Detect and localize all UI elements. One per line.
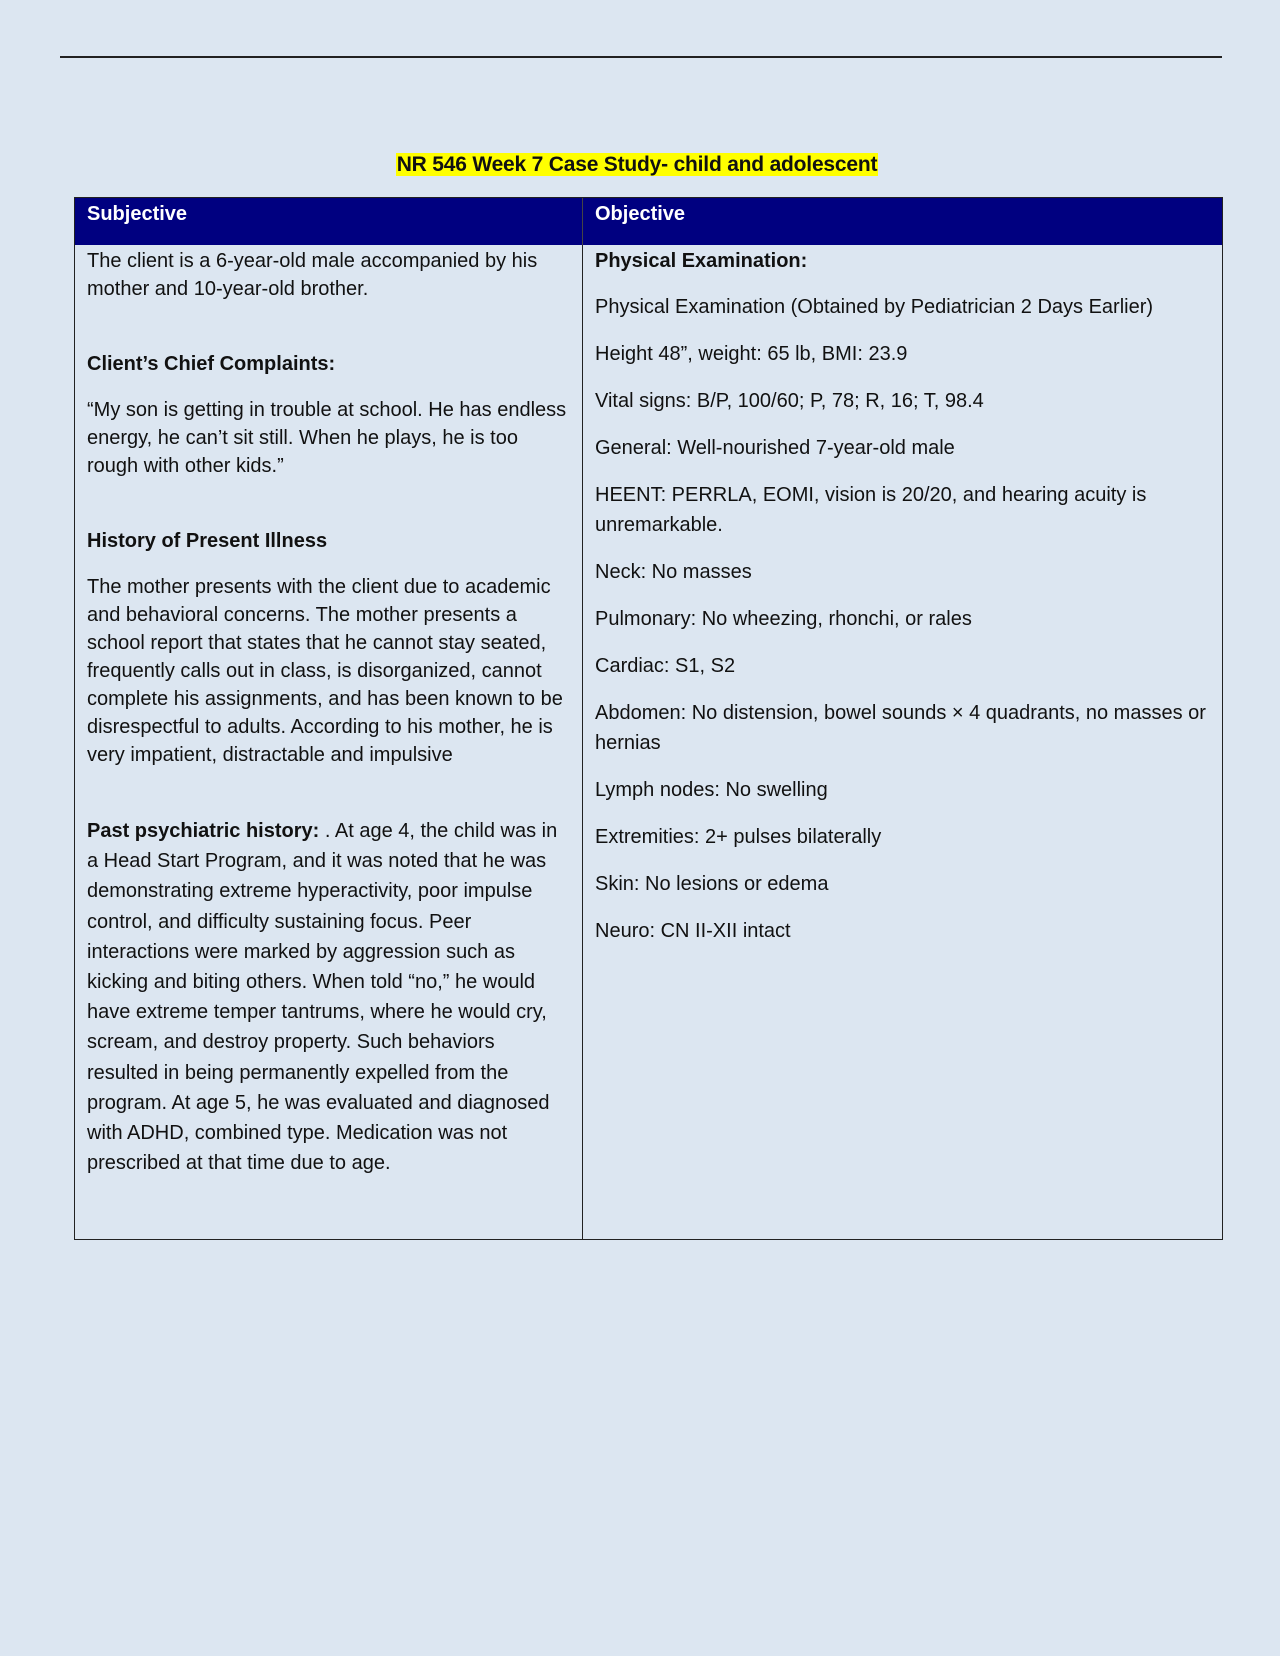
table-body-row [75,245,1222,1239]
exam-line: Cardiac: S1, S2 [595,655,736,677]
exam-line: General: Well-nourished 7-year-old male [595,437,955,459]
chief-complaints-text: “My son is getting in trouble at school. He has endless energy, he can’t sit still. When he plays, he is too rough with other kids.” [87,399,567,477]
soap-table [74,197,1223,1240]
document-title [0,152,1274,178]
exam-line: HEENT: PERRLA, EOMI, vision is 20/20, and hearing acuity is unremarkable. [595,484,1147,536]
objective-header: Objective [595,203,686,225]
physical-exam-heading: Physical Examination: [595,250,808,272]
hpi-heading: History of Present Illness [87,530,328,552]
past-psychiatric-history [87,816,570,1178]
past-psychiatric-text: . At age 4, the child was in a Head Start Program, and it was noted that he was demonstrating extreme hyperactivity, poor impulse control, and difficulty sustaining focus. Peer interactions were marked by aggression such as kicking and biting others. When told “no,” he would have extreme temper tantrums, where he would cry, scream, and destroy property. Such behaviors resulted in being permanently expelled from the program. At age 5, he was evaluated and diagnosed with ADHD, combined type. Medication was not prescribed at that time due to age. [87,820,558,1175]
hpi-text: The mother presents with the client due to academic and behavioral concerns. The mother presents a school report that states that he cannot stay seated, frequently calls out in class, is disorganized, cannot complete his assignments, and has been known to be disrespectful to adults. According to his mother, he is very impatient, distractable and impulsive [87,576,563,766]
exam-line: Extremities: 2+ pulses bilaterally [595,826,882,848]
header-rule [60,56,1222,58]
exam-line: Height 48”, weight: 65 lb, BMI: 23.9 [595,343,908,365]
subjective-header: Subjective [75,198,583,245]
document-title-text: NR 546 Week 7 Case Study- child and adolescent [396,153,878,176]
exam-line: Abdomen: No distension, bowel sounds × 4 quadrants, no masses or hernias [595,702,1206,754]
exam-line: Neuro: CN II-XII intact [595,920,791,942]
exam-line: Skin: No lesions or edema [595,873,829,895]
exam-line: Pulmonary: No wheezing, rhonchi, or rales [595,608,972,630]
exam-line: Neck: No masses [595,561,752,583]
exam-line: Vital signs: B/P, 100/60; P, 78; R, 16; T, 98.4 [595,390,984,412]
objective-column [583,245,1222,1239]
table-header-row [75,198,1222,245]
client-intro: The client is a 6-year-old male accompanied by his mother and 10-year-old brother. [87,250,538,300]
past-psychiatric-heading: Past psychiatric history: [87,820,320,842]
subjective-column [75,245,583,1239]
exam-line: Physical Examination (Obtained by Pediatrician 2 Days Earlier) [595,296,1154,318]
exam-line: Lymph nodes: No swelling [595,779,828,801]
chief-complaints-heading: Client’s Chief Complaints: [87,353,336,375]
